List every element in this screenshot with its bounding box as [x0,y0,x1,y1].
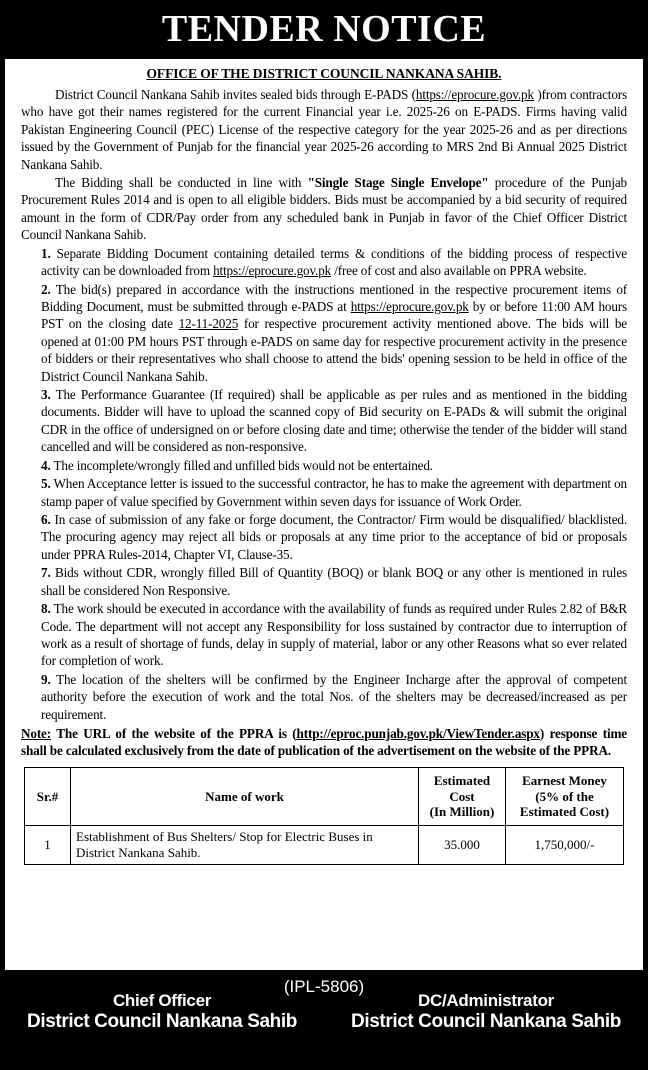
clause-1-link[interactable]: https://eprocure.gov.pk [213,263,332,279]
column-header-name-of-work: Name of work [71,767,419,825]
clause-2-number: 2. [41,281,51,297]
clause-2-text-b: by or before 11:00 AM hours PST on the closing date [41,298,628,332]
clause-4 [21,457,627,474]
estimated-cost-line-3: (In Million) [429,804,495,820]
note-text-b: ) response time shall be calculated exclusively from the date of publication of the advertisement on the website of the PPRA. [21,726,628,759]
clause-3-text: The Performance Guarantee (If required) shall be applicable as per rules and as mentioned in the bidding documents. Bidder will have to upload the scanned copy of Bid security on E-PADs & will submit the original CDR in the office of undersigned on or before closing date and time; otherwise the tender of the bidder will stand cancelled and will be considered as non-responsive. [41,387,627,455]
clause-6-text: In case of submission of any fake or forge document, the Contractor/ Firm would be disqualified/ blacklisted. The procuring agency may reject all bids or proposals at any time prior to the acceptance of bid or proposals under PPRA Rules-2014, Chapter VI, Clause-35. [41,512,627,562]
clause-1-number: 1. [41,245,51,261]
clause-4-number: 4. [41,457,51,473]
signatory-left [12,991,312,1033]
clause-9-number: 9. [41,671,51,687]
clause-1-text-a: Separate Bidding Document containing detailed terms & conditions of the bidding process of respective activity can be downloaded from [41,245,627,279]
clause-1-text-b: /free of cost and also available on PPRA website. [331,263,587,279]
clause-9 [21,671,627,723]
clause-2 [21,281,627,386]
clause-2-text-a: The bid(s) prepared in accordance with the instructions mentioned in the respective procurement items of Bidding Document, must be submitted through e-PADS at [41,281,627,314]
clause-8 [21,600,627,670]
notice-body-wrapper [0,58,648,973]
clause-7-text: Bids without CDR, wrongly filled Bill of Quantity (BOQ) or blank BOQ or any other is mentioned in rules shall be considered Non Responsive. [41,565,627,598]
note-paragraph [21,725,627,760]
clause-8-number: 8. [41,601,51,617]
clause-5 [21,475,627,510]
footer-banner [0,973,648,1070]
intro-paragraph-1 [21,86,627,173]
earnest-money-line-2: (5% of the [535,788,594,804]
signatory-right-org: District Council Nankana Sahib [351,1011,621,1033]
page-title: TENDER NOTICE [161,8,487,50]
intro-p1-text-a: District Council Nankana Sahib invites sealed bids through E-PADS ( [55,86,416,102]
note-text-a: The URL of the website of the PPRA is ( [51,726,297,742]
intro-p1-text-b: )from contractors who have got their names registered for the current Financial year i.e. 2025-26 on E-PADS. Firms having valid Pakistan Engineering Council (PEC) License of the respective category for the year 2025-26 and as per directions issued by the Government of Punjab for the financial year 2025-26 according to MRS 2nd Bi Annual 2025 District Nankana Sahib. [21,86,627,172]
notice-body [4,58,644,971]
cell-sr: 1 [25,825,71,865]
ppra-url-link[interactable]: http://eproc.punjab.gov.pk/ViewTender.aspx [296,726,540,742]
intro-p2-text-b: procedure of the Punjab Procurement Rules 2014 and is open to all eligible bidders. Bids must be accompanied by a bid security of required amount in the form of CDR/Pay order from any scheduled bank in Punjab in favor of the Chief Officer District Council Nankana Sahib. [21,174,627,243]
works-table [24,767,624,865]
clause-1 [21,245,627,280]
single-stage-single-envelope-emphasis: "Single Stage Single Envelope" [307,174,489,190]
estimated-cost-line-1: Estimated [433,772,491,788]
clause-5-number: 5. [41,476,51,492]
signatory-left-org: District Council Nankana Sahib [27,1011,297,1033]
intro-p2-text-a: The Bidding shall be conducted in line with [55,174,308,190]
clause-2-text-c: for respective procurement activity mentioned above. The bids will be opened at 01:00 PM hours PST through e-PADS on same day for respective procurement activity in the presence of bidders or their representatives who shall choose to attend the bids' opening session to be held in office of the District Council Nankana Sahib. [41,316,627,384]
signatory-left-role: Chief Officer [112,991,212,1010]
table-header-row [25,767,624,825]
ipl-code: (IPL-5806) [283,977,365,996]
note-label: Note: [21,726,52,742]
signatory-right [336,991,636,1033]
intro-paragraph-2 [21,174,627,244]
cell-name-of-work: Establishment of Bus Shelters/ Stop for Electric Buses in District Nankana Sahib. [71,825,419,865]
column-header-earnest-money [506,767,624,825]
column-header-sr: Sr.# [25,767,71,825]
clause-5-text: When Acceptance letter is issued to the successful contractor, he has to make the agreement with department on stamp paper of value specified by Government within seven days for issuance of Work Order. [41,476,627,509]
clause-7 [21,564,627,599]
title-banner [0,0,648,58]
clause-6-number: 6. [41,512,51,527]
column-header-estimated-cost [419,767,506,825]
eprocure-link[interactable]: https://eprocure.gov.pk [415,86,534,102]
cell-earnest-money: 1,750,000/- [506,825,624,865]
office-heading: OFFICE OF THE DISTRICT COUNCIL NANKANA SAHIB. [146,66,502,81]
earnest-money-line-3: Estimated Cost) [519,804,610,820]
estimated-cost-line-2: Cost [449,788,475,804]
clause-7-number: 7. [41,565,51,581]
signatory-right-role: DC/Administrator [418,991,554,1010]
table-row [25,825,624,865]
clause-3-number: 3. [41,387,51,403]
clause-2-link[interactable]: https://eprocure.gov.pk [350,298,469,314]
clause-3 [21,386,627,456]
clause-8-text: The work should be executed in accordance with the availability of funds as required under Rules 2.82 of B&R Code. The department will not accept any Responsibility for loss sustained by contractor due to interruption of work as a result of shortage of funds, delay in supply of material, labor or any other Reasons what so ever related for completion of work. [41,601,627,669]
clause-9-text: The location of the shelters will be confirmed by the Engineer Incharge after the approval of competent authority before the execution of work and the total Nos. of the shelters may be decreased/increased as per requirement. [41,671,627,722]
cell-estimated-cost: 35.000 [419,825,506,865]
clause-4-text: The incomplete/wrongly filled and unfilled bids would not be entertained. [50,457,433,473]
closing-date: 12-11-2025 [178,316,239,332]
clause-6 [21,511,627,563]
earnest-money-line-1: Earnest Money [522,772,607,788]
signatory-row [0,991,648,1033]
